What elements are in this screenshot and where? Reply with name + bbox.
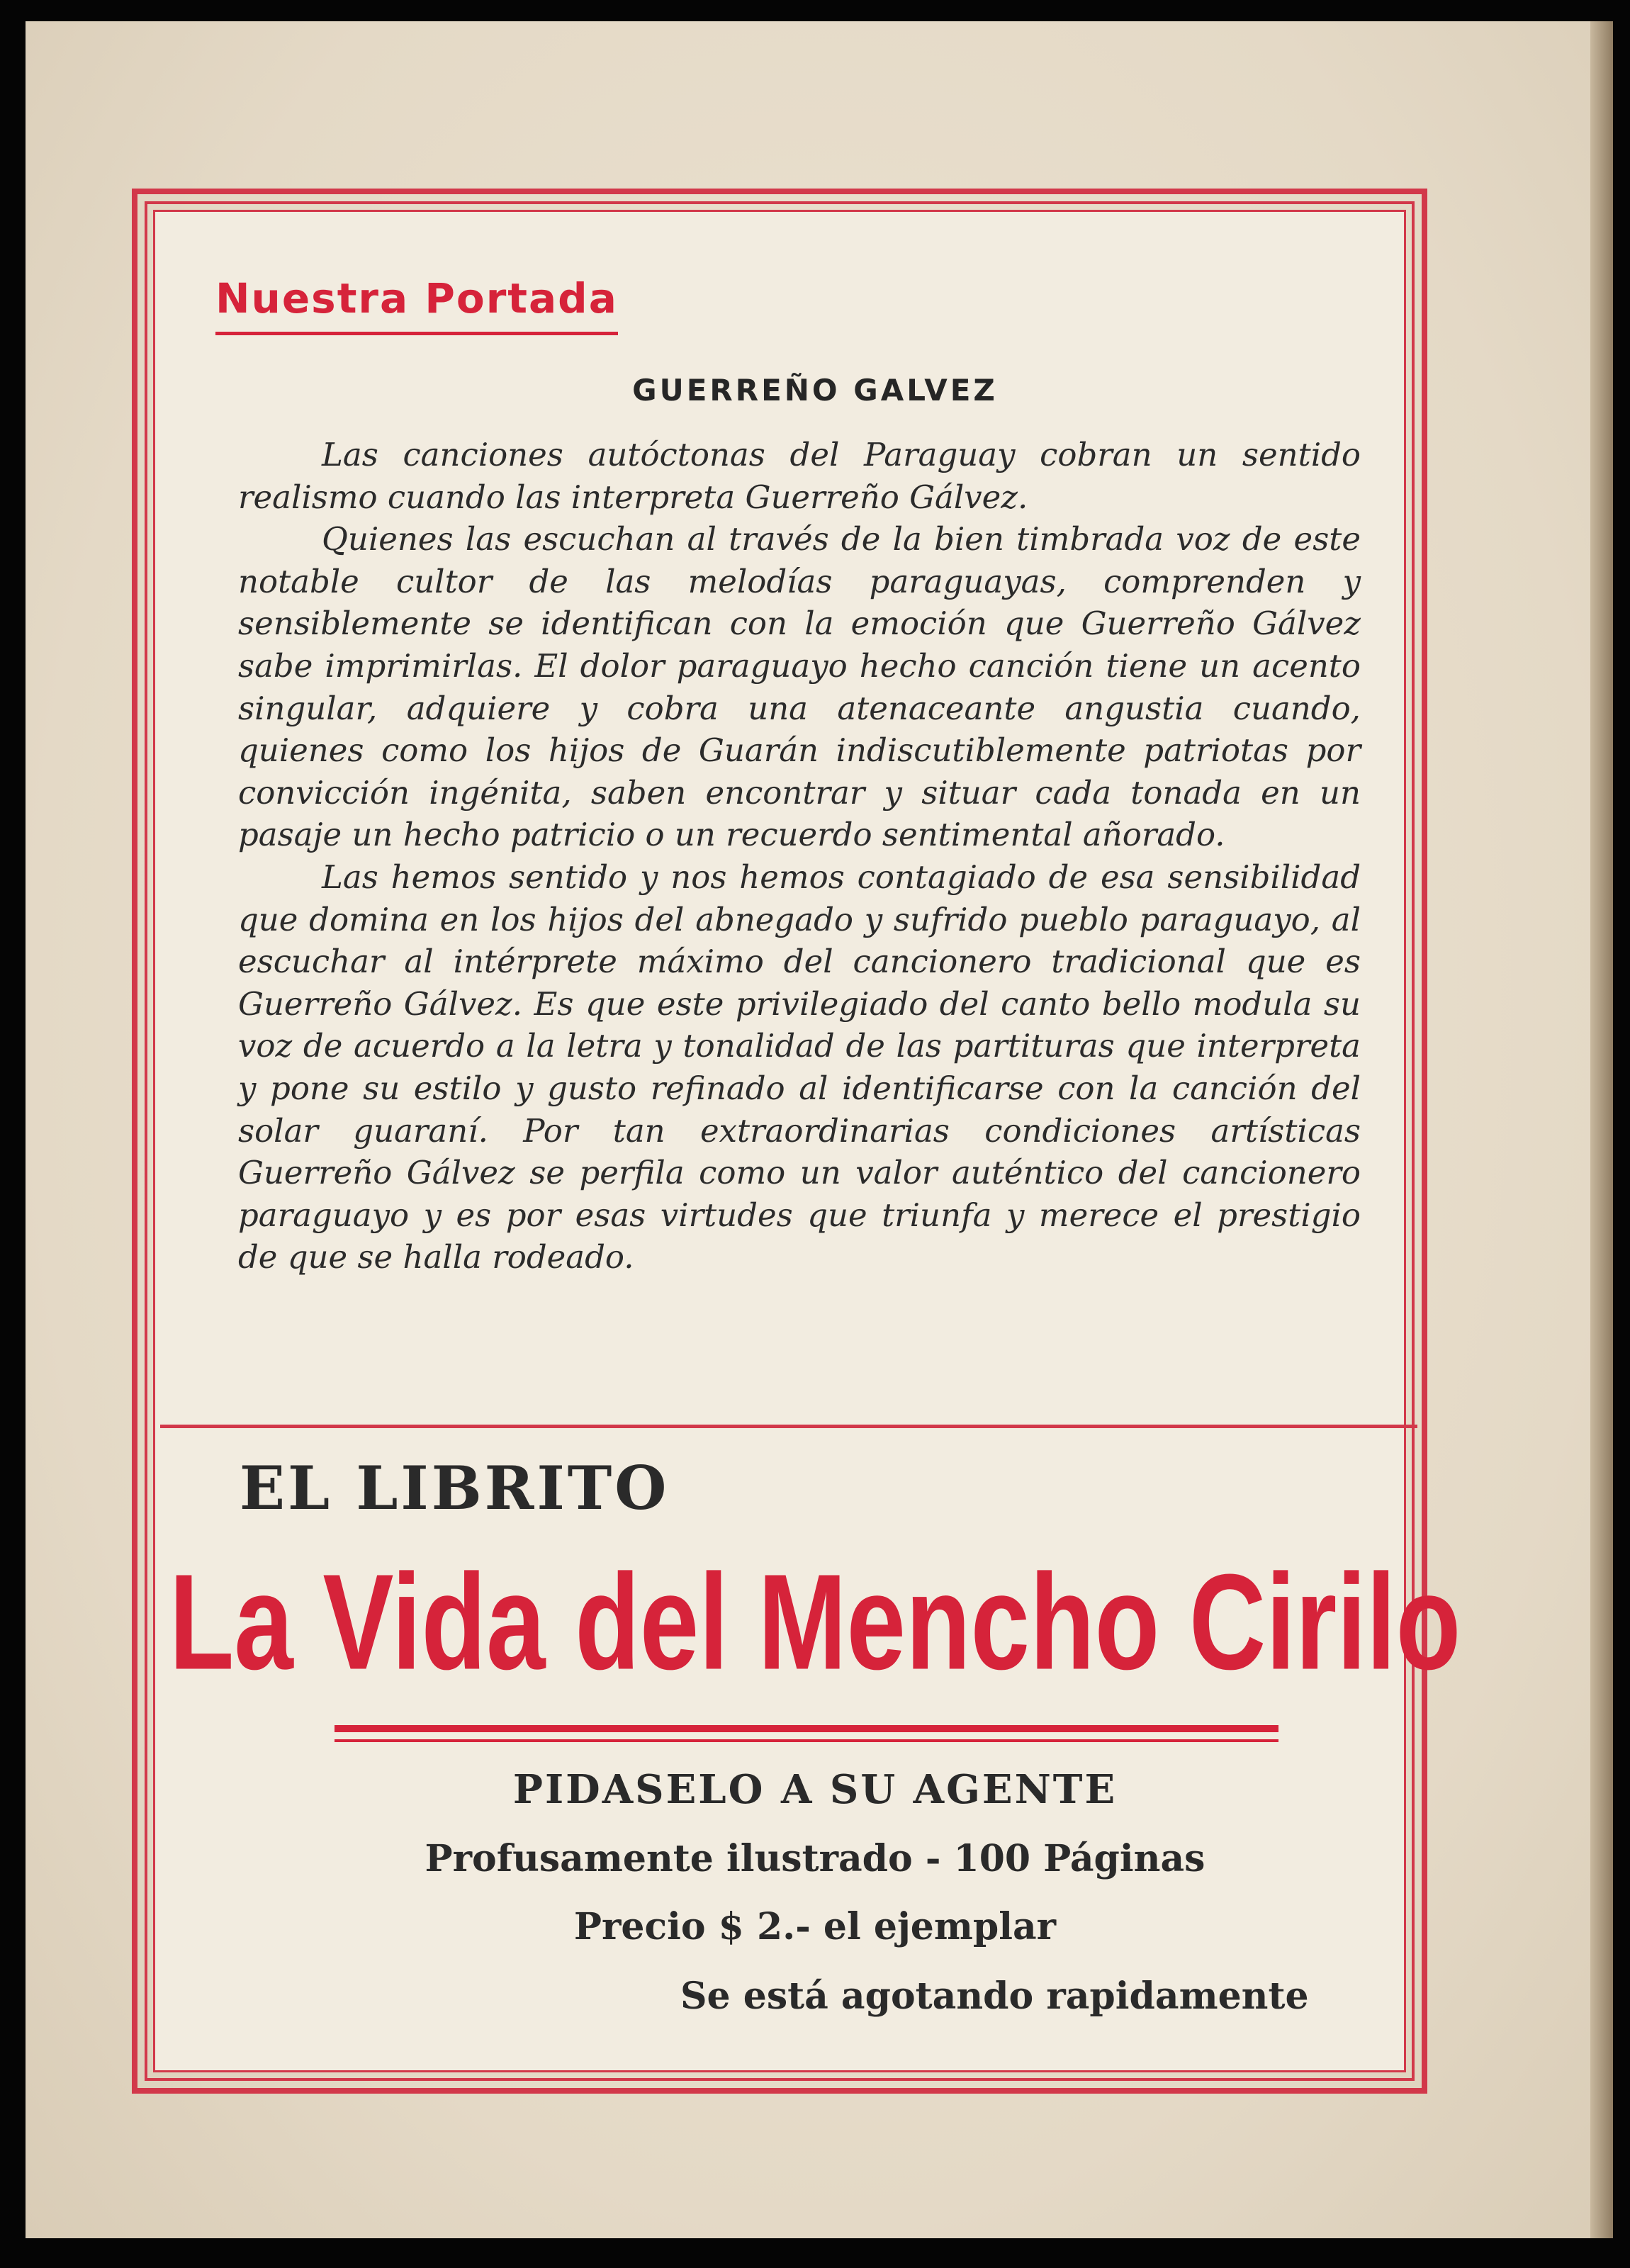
advert-details: Profusamente ilustrado - 100 Páginas (425, 1837, 1205, 1880)
article-paragraph-1: Las canciones autóctonas del Paraguay cobran un sentido realismo cuando las interpreta Guerreño Gálvez. (238, 436, 1361, 516)
article-paragraph-3: Las hemos sentido y nos hemos contagiado de esa sensibilidad que domina en los hijos del abnegado y sufrido pueblo paraguayo, al escuchar al intérprete máximo del cancionero tradicional que es Guerreño Gálvez. Es que este privilegiado del canto bello modula su voz de acuerdo a la letra y tonalidad de las partituras que interpreta y pone su estilo y gusto refinado al identificarse con la canción del solar guaraní. Por tan extraordinarias condiciones artísticas Guerreño Gálvez se perfila como un valor auténtico del cancionero paraguayo y es por esas virtudes que triunfa y merece el prestigio de que se halla rodeado. (238, 858, 1361, 1276)
advert-call-to-action: PIDASELO A SU AGENTE (512, 1766, 1118, 1813)
advert-brand: EL LIBRITO (240, 1453, 670, 1523)
article-body (238, 434, 1361, 1279)
article-paragraph-2: Quienes las escuchan al través de la bien timbrada voz de este notable cultor de las melodías paraguayas, comprenden y sensiblemente se identifican con la emoción que Guerreño Gálvez sabe imprimirlas. El dolor paraguayo hecho canción tiene un acento singular, adquiere y cobra una atenaceante angustia cuando, quienes como los hijos de Guarán indiscutiblemente patriotas por convicción ingénita, saben encontrar y situar cada tonada en un pasaje un hecho patricio o un recuerdo sentimental añorado. (238, 520, 1361, 854)
advert-price: Precio $ 2.- el ejemplar (573, 1905, 1057, 1948)
section-divider (160, 1425, 1417, 1428)
article-subhead: GUERREÑO GALVEZ (632, 373, 998, 408)
section-title: Nuestra Portada (215, 278, 618, 335)
advert-title: La Vida del Mencho Cirilo (169, 1545, 1461, 1698)
advert-stock-note: Se está agotando rapidamente (680, 1975, 1309, 2018)
advert-title-rule-thin (335, 1739, 1278, 1742)
advert-title-rule-thick (335, 1725, 1278, 1732)
